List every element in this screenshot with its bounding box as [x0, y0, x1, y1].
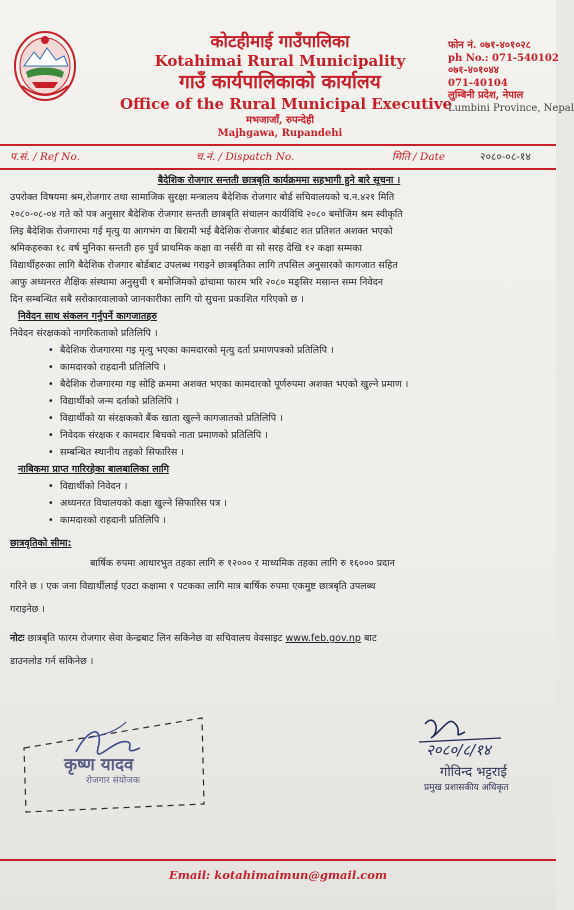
phone-np: फोन नं. ०७१-४०१०२८ [448, 40, 531, 51]
province-en: Lumbini Province, Nepal [448, 102, 574, 114]
location-en: Majhgawa, Rupandehi [217, 128, 343, 139]
list-item: • विद्यार्थीको जन्म दर्ताको प्रतिलिपि । [48, 396, 179, 407]
right-signatory-name: गोविन्द भट्टराई [440, 765, 507, 780]
reference-row [0, 146, 556, 168]
phone-np-2: ०७१-४०१०४४ [448, 65, 499, 76]
municipality-name-np: कोटहीमाई गाउँपालिका [210, 32, 350, 52]
left-signatory-role: रोजगार संयोजक [86, 776, 140, 786]
documents-intro: निवेदन संरक्षकको नागरिकताको प्रतिलिपि । [10, 328, 158, 339]
right-signatory-role: प्रमुख प्रशासकीय अधिकृत [424, 783, 509, 793]
letterhead-title [120, 32, 453, 140]
amount-line: गराइनेछ । [10, 604, 45, 615]
list-item-text: अध्यनरत विधालयको कक्षा खुल्ने सिफारिस पत्र । [60, 498, 227, 509]
list-item: • विद्यार्थीको या संरक्षकको बैंक खाता खुल्ने कागजातको प्रतिलिपि । [48, 413, 283, 424]
province-np: लुम्बिनी प्रदेश, नेपाल [448, 90, 524, 101]
list-item: • सम्बन्धित स्थानीय तहको सिफारिस । [48, 447, 184, 458]
amount-line: गरिने छ । एक जना विद्यार्थीलाई एउटा कक्षामा १ पटकका लागि मात्र बार्षिक रुपमा एकमुष्ट छात्रबृति उपलब्ध [10, 581, 376, 592]
notice-title: बैदेशिक रोजगार सन्तती छात्रबृति कार्यक्रममा सहभागी हुने बारे सूचना । [157, 175, 401, 186]
list-item: • अध्यनरत विधालयको कक्षा खुल्ने सिफारिस पत्र । [48, 498, 227, 509]
location-np: मभजाजाँ, रुपन्देही [246, 115, 314, 126]
list-item-text: कामदारको राहदानी प्रतिलिपि । [60, 515, 166, 526]
list-item: • विद्यार्थीको निवेदन । [48, 481, 128, 492]
notice-body [10, 172, 548, 673]
notice-paragraph-line: आफु अध्यनरत शैक्षिक संस्थामा अनुसुची १ बमोजिमको ढांचामा फारम भरि २०८० मङ्सिर मसान्त सम्म निवेदन [10, 277, 384, 288]
office-name-np: गाउँ कार्यपालिकाको कार्यालय [179, 71, 381, 93]
note-text: छात्रबृति फारम रोजगार सेवा केन्द्रबाट लिन सकिनेछ वा सचिवालय वेवसाइट [27, 633, 283, 644]
list-item: • बैदेशिक रोजगारमा गइ मृत्यु भएका कामदारको मृत्यु दर्ता प्रमाणपत्रको प्रतिलिपि । [48, 345, 334, 356]
website-link[interactable]: www.feb.gov.np [285, 633, 361, 644]
list-item: • बैदेशिक रोजगारमा गइ सोहि क्रममा अशक्त भएका कामदारको पूर्णरुपमा अशक्त भएको खुल्ने प्रमाण । [48, 379, 409, 390]
date-value: २०८०-०८-१४ [480, 151, 531, 163]
list-item: • कामदारको राहदानी प्रतिलिपि । [48, 362, 166, 373]
list-item: • कामदारको राहदानी प्रतिलिपि । [48, 515, 166, 526]
amount-heading: छात्रवृतिको सीमा: [10, 538, 72, 549]
reference-divider [0, 168, 556, 170]
documents-heading: निवेदन साथ संकलन गर्नुपर्ने कागजातहरु [18, 311, 157, 322]
note-line [10, 627, 548, 650]
list-item-text: बैदेशिक रोजगारमा गइ सोहि क्रममा अशक्त भएका कामदारको पूर्णरुपमा अशक्त भएको खुल्ने प्रमाण । [60, 379, 409, 390]
letterhead-contact [448, 40, 574, 115]
notice-paragraph-line: उपरोक्त विषयमा श्रम,रोजगार तथा सामाजिक सुरक्षा मन्त्रालय बैदेशिक रोजगार बोर्ड सचिवालयको च.न.४२१ मिति [10, 192, 395, 203]
footer-email[interactable]: Email: kotahimaimun@gmail.com [168, 868, 388, 882]
municipality-name-en: Kotahimai Rural Municipality [154, 52, 406, 70]
note-line-2: डाउनलोड गर्न सकिनेछ । [10, 656, 94, 667]
footer-divider [0, 859, 556, 861]
dispatch-no-label: च.नं. / Dispatch No. [196, 151, 295, 163]
list-item-text: विद्यार्थीको या संरक्षकको बैंक खाता खुल्ने कागजातको प्रतिलिपि । [60, 413, 283, 424]
notice-paragraph-line: लिइ बैदेशिक रोजगारमा गई मृत्यु या आगभंग वा बिरामी भई बैदेशिक रोजगार बोर्डबाट शत प्रतिशत अशक्त भएको [10, 226, 393, 237]
list-item-text: निवेदक संरक्षक र कामदार बिचको नाता प्रमाणको प्रतिलिपि । [60, 430, 268, 441]
phone-en: ph No.: 071-540102 [448, 52, 559, 64]
list-item-text: सम्बन्धित स्थानीय तहको सिफारिस । [60, 447, 184, 458]
list-item-text: बैदेशिक रोजगारमा गइ मृत्यु भएका कामदारको मृत्यु दर्ता प्रमाणपत्रको प्रतिलिपि । [60, 345, 334, 356]
list-item-text: विद्यार्थीको जन्म दर्ताको प्रतिलिपि । [60, 396, 179, 407]
notice-paragraph-line: २०८०-०८-०४ गते को पत्र अनुसार बैदेशिक रोजगार सन्तती छात्रबृति संचालन कार्यविधि २०८० बमोजिम श्रम स्वीकृति [10, 209, 403, 220]
note-tail: बाट [363, 633, 377, 644]
note-label: नोटः [10, 633, 25, 644]
list-item-text: विद्यार्थीको निवेदन । [60, 481, 128, 492]
list-item-text: कामदारको राहदानी प्रतिलिपि । [60, 362, 166, 373]
ref-no-label: प.सं. / Ref No. [10, 151, 80, 163]
left-signatory-name: कृष्ण यादव [64, 755, 134, 775]
office-name-en: Office of the Rural Municipal Executive [120, 95, 453, 113]
notice-paragraph-line: विद्यार्थीहरुका लागि बैदेशिक रोजगार बोर्डबाट उपलब्ध गराइने छात्रबृतिका लागि तपसिल अनुसारको कागजात सहित [10, 260, 398, 271]
date-label: मिति / Date [392, 151, 446, 163]
phone-en-2: 071-40104 [448, 77, 508, 89]
list-item: • निवेदक संरक्षक र कामदार बिचको नाता प्रमाणको प्रतिलिपि । [48, 430, 268, 441]
amount-line: बार्षिक रुपमा आधारभुत तहका लागि रु १२००० र माध्यमिक तहका लागि रु १६००० प्रदान [90, 558, 395, 569]
minors-heading: नाबिकमा प्राप्त गारिरहेका बालबालिका लागि [18, 464, 169, 475]
nepal-emblem-icon [12, 26, 78, 104]
notice-paragraph-line: दिन सम्बन्धित सबै सरोकारवालाको जानकारीका लागि यो सुचना प्रकाशित गरिएको छ । [10, 294, 304, 305]
handwritten-date: २०८०/८/१४ [426, 741, 491, 759]
notice-paragraph-line: श्रमिकहरुका १८ वर्ष मुनिका सन्तती हरु पुर्व प्राथमिक कक्षा वा नर्सरी वा सो सरह देखि १२ कक्षा सम्मका [10, 243, 362, 254]
